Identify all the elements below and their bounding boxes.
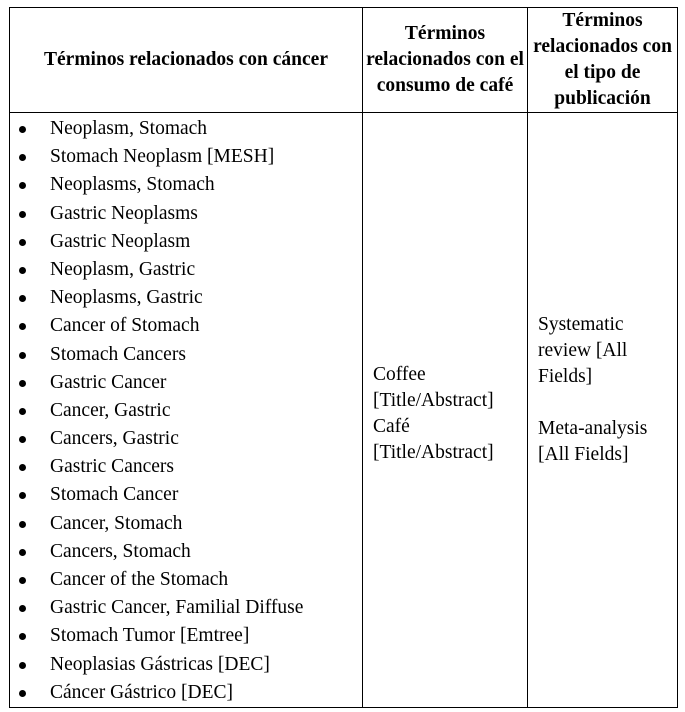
list-item: Cancers, Stomach: [10, 538, 362, 566]
list-item: Stomach Tumor [Emtree]: [10, 622, 362, 650]
list-item: Cancer of the Stomach: [10, 566, 362, 594]
coffee-term-line: Café: [373, 415, 410, 437]
bullet-icon: [19, 464, 26, 471]
body-row: [10, 113, 678, 708]
coffee-term-line: [Title/Abstract]: [373, 441, 494, 463]
publication-term-line: Meta-analysis: [538, 417, 648, 439]
list-item: Neoplasias Gástricas [DEC]: [10, 651, 362, 679]
list-item: Neoplasms, Stomach: [10, 171, 362, 199]
publication-term-line: Fields]: [538, 365, 593, 387]
bullet-icon: [19, 239, 26, 246]
cancer-terms-cell: [10, 113, 363, 708]
list-item: Cancers, Gastric: [10, 425, 362, 453]
bullet-icon: [19, 492, 26, 499]
list-item: Cancer, Gastric: [10, 397, 362, 425]
header-publication-terms: Términos relacionados con el tipo de publicación: [528, 8, 678, 113]
bullet-icon: [19, 267, 26, 274]
list-item: Cancer, Stomach: [10, 510, 362, 538]
bullet-icon: [19, 577, 26, 584]
list-item: Cáncer Gástrico [DEC]: [10, 679, 362, 707]
cancer-terms-list: [10, 115, 362, 707]
bullet-icon: [19, 549, 26, 556]
list-item: Gastric Neoplasms: [10, 200, 362, 228]
bullet-icon: [19, 295, 26, 302]
list-item: Stomach Cancer: [10, 481, 362, 509]
list-item: Neoplasm, Stomach: [10, 115, 362, 143]
bullet-icon: [19, 352, 26, 359]
publication-terms-cell: [528, 113, 678, 708]
publication-term-line: review [All: [538, 339, 628, 361]
list-item: Neoplasms, Gastric: [10, 284, 362, 312]
list-item: Gastric Cancer: [10, 369, 362, 397]
list-item: Stomach Neoplasm [MESH]: [10, 143, 362, 171]
coffee-term-line: Coffee: [373, 363, 426, 385]
publication-term-line: Systematic: [538, 313, 624, 335]
list-item: Cancer of Stomach: [10, 312, 362, 340]
bullet-icon: [19, 605, 26, 612]
list-item: Neoplasm, Gastric: [10, 256, 362, 284]
list-item: Gastric Neoplasm: [10, 228, 362, 256]
bullet-icon: [19, 690, 26, 697]
publication-term-line: [All Fields]: [538, 443, 629, 465]
list-item: Gastric Cancers: [10, 453, 362, 481]
list-item: Gastric Cancer, Familial Diffuse: [10, 594, 362, 622]
header-coffee-terms: Términos relacionados con el consumo de café: [363, 8, 528, 113]
bullet-icon: [19, 154, 26, 161]
coffee-term-line: [Title/Abstract]: [373, 389, 494, 411]
bullet-icon: [19, 211, 26, 218]
bullet-icon: [19, 408, 26, 415]
header-cancer-terms: Términos relacionados con cáncer: [10, 8, 363, 113]
bullet-icon: [19, 126, 26, 133]
bullet-icon: [19, 521, 26, 528]
bullet-icon: [19, 323, 26, 330]
bullet-icon: [19, 436, 26, 443]
bullet-icon: [19, 182, 26, 189]
list-item: Stomach Cancers: [10, 341, 362, 369]
spacer: [538, 390, 677, 416]
search-terms-table: [9, 7, 678, 708]
header-row: [10, 8, 678, 113]
coffee-terms-cell: [363, 113, 528, 708]
bullet-icon: [19, 662, 26, 669]
bullet-icon: [19, 633, 26, 640]
bullet-icon: [19, 380, 26, 387]
